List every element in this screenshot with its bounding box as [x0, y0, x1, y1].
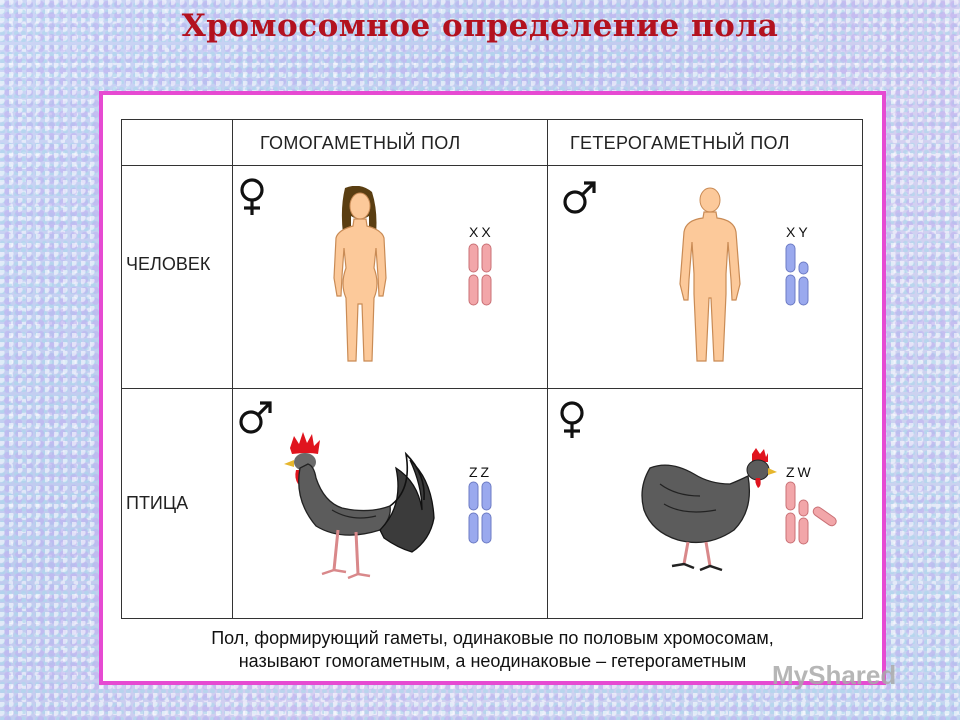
- man-figure: [668, 186, 752, 366]
- chromosome-label: XY: [786, 224, 811, 240]
- woman-figure: [320, 186, 400, 366]
- chromosome-label: XX: [469, 224, 494, 240]
- male-symbol-icon: [562, 178, 602, 218]
- watermark: MyShared: [772, 660, 897, 690]
- caption-line-2: называют гомогаметным, а неодинаковые – гетерогаметным: [238, 651, 747, 671]
- chromosome-label: ZZ: [469, 464, 493, 480]
- caption-line-1: Пол, формирующий гаметы, одинаковые по половым хромосомам,: [211, 628, 774, 648]
- rooster-illustration: [272, 430, 442, 590]
- sex-determination-table: [121, 119, 863, 619]
- content-panel: [99, 91, 886, 685]
- chromosome-label: ZW: [786, 464, 814, 480]
- header-heterogametic: ГЕТЕРОГАМЕТНЫЙ ПОЛ: [570, 133, 790, 153]
- zw-chromosomes: [784, 480, 844, 550]
- header-homogametic: ГОМОГАМЕТНЫЙ ПОЛ: [260, 133, 461, 153]
- row-label-bird: ПТИЦА: [126, 493, 189, 513]
- xy-chromosomes: [784, 242, 824, 308]
- female-symbol-icon: [558, 400, 598, 444]
- hen-illustration: [630, 448, 780, 588]
- row-label-human: ЧЕЛОВЕК: [126, 254, 211, 274]
- xx-chromosomes: [467, 242, 507, 308]
- zz-chromosomes: [467, 480, 507, 546]
- page-title: Хромосомное определение пола: [181, 8, 779, 44]
